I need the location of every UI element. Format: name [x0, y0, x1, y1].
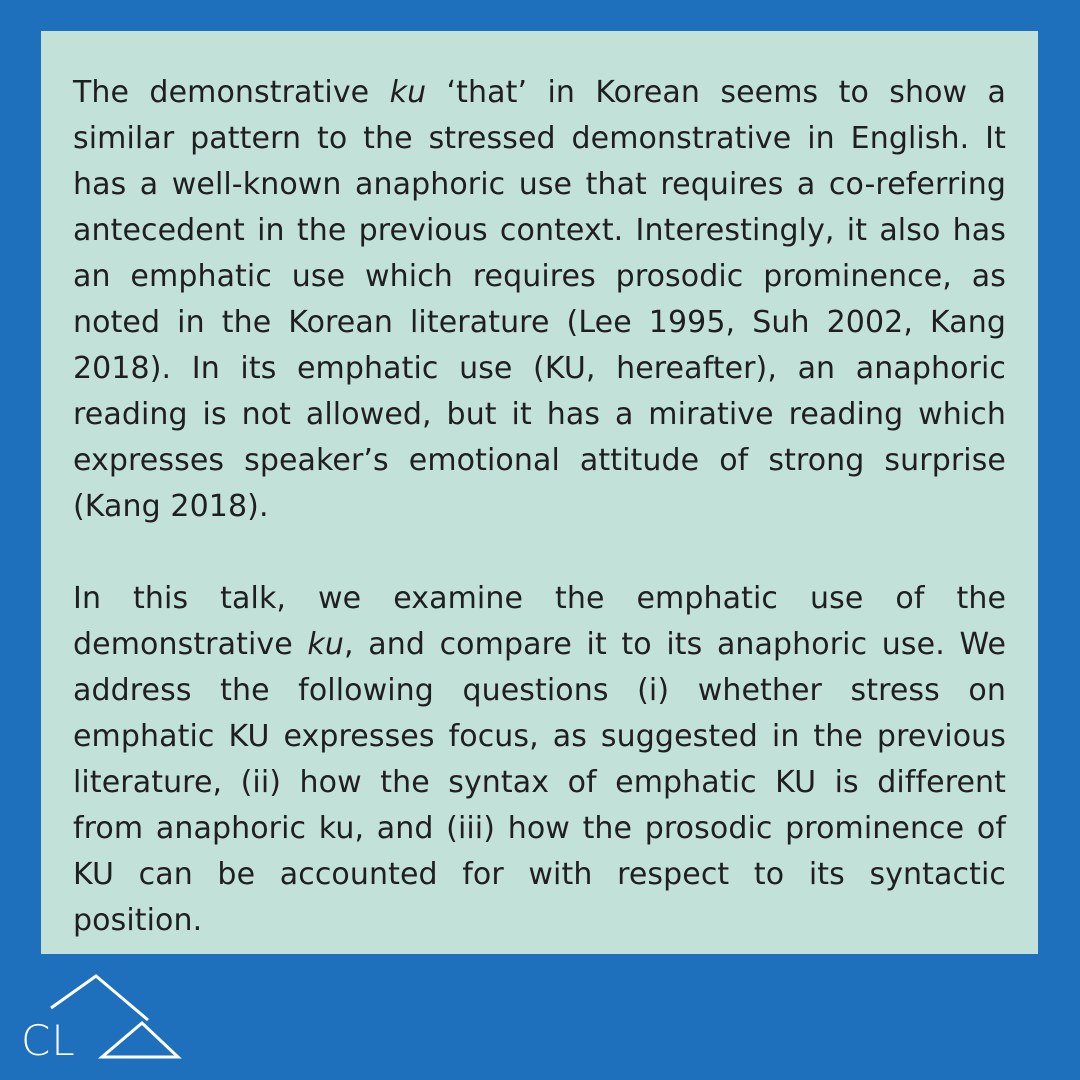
- logo-roof-shape: [51, 976, 148, 1020]
- paragraph-1-text: The demonstrative: [73, 75, 390, 110]
- logo-text: CL: [21, 1016, 76, 1065]
- paragraph-2-text: In this talk, we examine the emphatic use of the demonstrative: [73, 581, 1006, 662]
- paragraph-1-text-cont: ‘that’ in Korean seems to show a similar pattern to the stressed demonstrative in English. It has a well-known anaphoric use that requires a co-referring antecedent in the previous context. Interestingly, it also has an emphatic use which requires prosodic prominence, as noted in the Korean literature (Lee 1995, Suh 2002, Kang 2018). In its emphatic use (KU, hereafter), an anaphoric reading is not allowed, but it has a mirative reading which expresses speaker’s emotional attitude of strong surprise (Kang 2018).: [73, 75, 1006, 524]
- paragraph-2-italic-ku: ku: [307, 627, 345, 662]
- paragraph-1-italic-ku: ku: [389, 75, 427, 110]
- paragraph-2: [73, 576, 1006, 944]
- paragraph-2-text-cont: , and compare it to its anaphoric use. We address the following questions (i) whether stress on emphatic KU expresses focus, as suggested in the previous literature, (ii) how the syntax of emphatic KU is different from anaphoric ku, and (iii) how the prosodic prominence of KU can be accounted for with respect to its syntactic position.: [73, 627, 1007, 938]
- paragraph-1: [73, 70, 1006, 530]
- logo-triangle-shape: [102, 1023, 178, 1057]
- text-panel: [41, 31, 1038, 954]
- cl-logo: [20, 966, 186, 1066]
